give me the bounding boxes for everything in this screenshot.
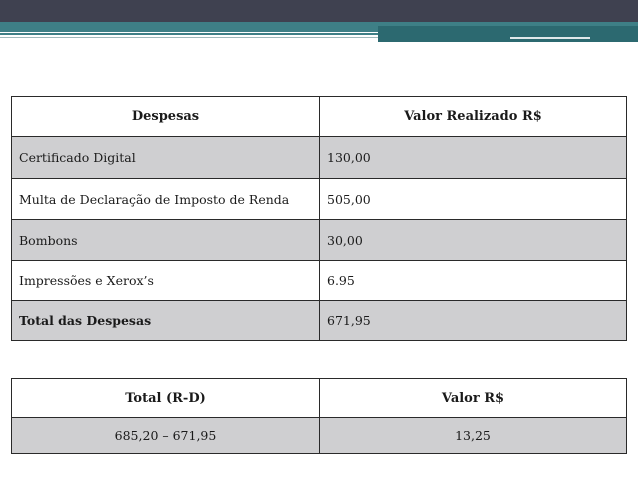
column-header-total-rd: Total (R-D) <box>12 379 320 418</box>
expense-value: 130,00 <box>320 137 627 179</box>
result-value: 13,25 <box>320 418 627 454</box>
table-header-row <box>12 97 627 137</box>
table-row <box>12 137 627 179</box>
table-row <box>12 261 627 301</box>
total-value: 671,95 <box>320 301 627 341</box>
table-row <box>12 220 627 261</box>
header-bar-dark <box>0 0 638 22</box>
result-table <box>11 378 627 454</box>
header-rule <box>0 33 378 35</box>
expense-name: Multa de Declaração de Imposto de Renda <box>12 179 320 220</box>
expense-value: 505,00 <box>320 179 627 220</box>
table-header-row <box>12 379 627 418</box>
header-rule-highlight <box>510 37 590 39</box>
column-header-valor-realizado: Valor Realizado R$ <box>320 97 627 137</box>
expense-value: 30,00 <box>320 220 627 261</box>
header-bar-accent <box>378 26 638 42</box>
calculation: 685,20 – 671,95 <box>12 418 320 454</box>
expense-name: Bombons <box>12 220 320 261</box>
total-label: Total das Despesas <box>12 301 320 341</box>
header-rule-thin <box>0 37 378 38</box>
expenses-table <box>11 96 627 341</box>
total-row <box>12 301 627 341</box>
table-row <box>12 418 627 454</box>
expense-name: Impressões e Xerox’s <box>12 261 320 301</box>
expense-name: Certificado Digital <box>12 137 320 179</box>
column-header-valor: Valor R$ <box>320 379 627 418</box>
column-header-despesas: Despesas <box>12 97 320 137</box>
table-row <box>12 179 627 220</box>
expense-value: 6.95 <box>320 261 627 301</box>
